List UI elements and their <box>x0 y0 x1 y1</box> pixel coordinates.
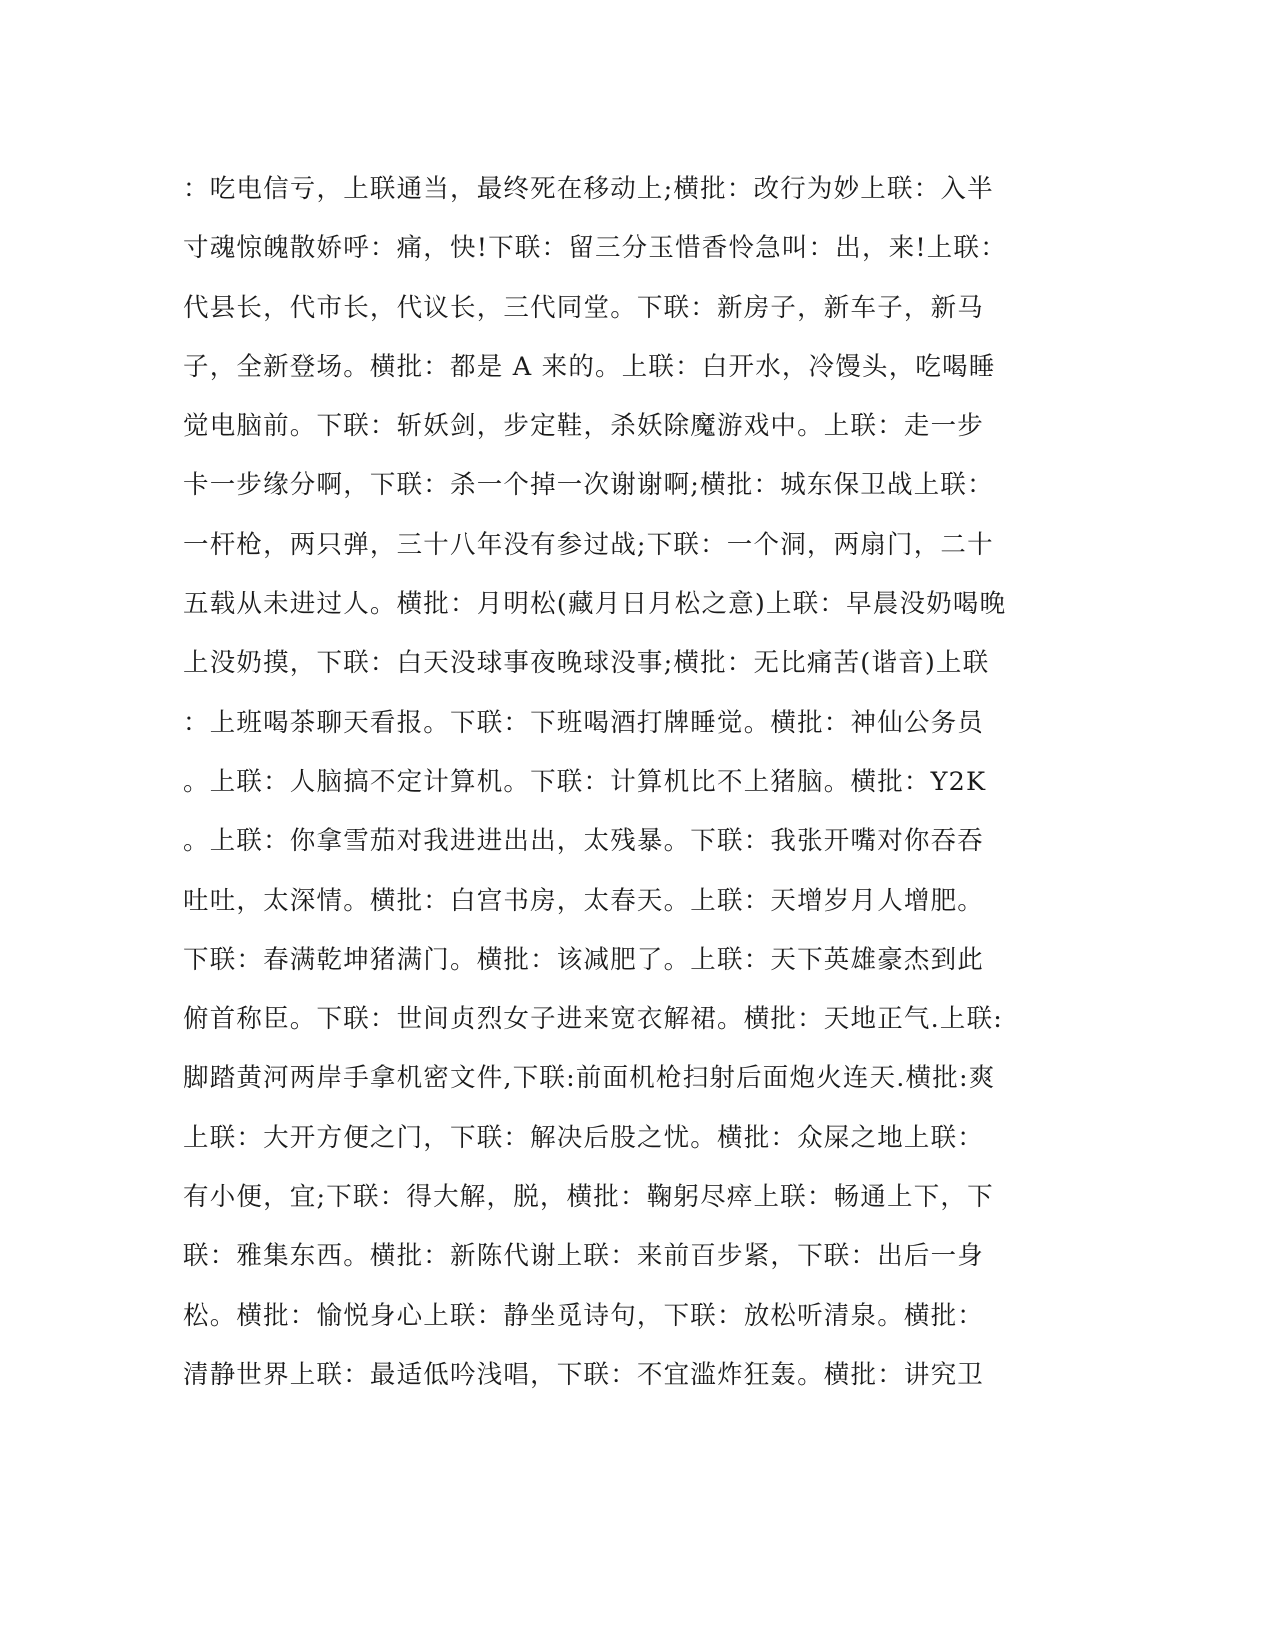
text-line: 有小便，宜;下联：得大解，脱，横批：鞠躬尽瘁上联：畅通上下，下 <box>183 1182 994 1213</box>
text-line: 代县长，代市长，代议长，三代同堂。下联：新房子，新车子，新马 <box>183 292 985 323</box>
text-line: 觉电脑前。下联：斩妖剑，步定鞋，杀妖除魔游戏中。上联：走一步 <box>183 411 985 442</box>
text-line: 吐吐，太深情。横批：白宫书房，太春天。上联：天增岁月人增肥。 <box>183 885 985 916</box>
text-line: 脚踏黄河两岸手拿机密文件,下联:前面机枪扫射后面炮火连天.横批:爽 <box>183 1063 996 1094</box>
text-line: 联：雅集东西。横批：新陈代谢上联：来前百步紧，下联：出后一身 <box>183 1241 985 1272</box>
text-line: 上联：大开方便之门，下联：解决后股之忧。横批：众屎之地上联： <box>183 1122 985 1153</box>
text-line: 子，全新登场。横批：都是 A 来的。上联：白开水，冷馒头，吃喝睡 <box>183 351 996 382</box>
text-line: 上没奶摸，下联：白天没球事夜晚球没事;横批：无比痛苦(谐音)上联 <box>183 648 990 679</box>
text-line: 下联：春满乾坤猪满门。横批：该减肥了。上联：天下英雄豪杰到此 <box>183 944 985 975</box>
text-line: 寸魂惊魄散娇呼：痛，快!下联：留三分玉惜香怜急叫：出，来!上联： <box>183 233 1007 264</box>
body-text <box>183 160 1063 1405</box>
text-line: ：吃电信亏，上联通当，最终死在移动上;横批：改行为妙上联：入半 <box>183 174 994 204</box>
text-line: 松。横批：愉悦身心上联：静坐觅诗句，下联：放松听清泉。横批： <box>183 1300 985 1331</box>
text-line: 。上联：你拿雪茄对我进进出出，太残暴。下联：我张开嘴对你吞吞 <box>183 826 985 857</box>
text-line: 俯首称臣。下联：世间贞烈女子进来宽衣解裙。横批：天地正气.上联: <box>183 1004 1004 1035</box>
text-line: 清静世界上联：最适低吟浅唱，下联：不宜滥炸狂轰。横批：讲究卫 <box>183 1359 985 1390</box>
text-line: 。上联：人脑搞不定计算机。下联：计算机比不上猪脑。横批：Y2K <box>183 766 987 797</box>
text-line: 一杆枪，两只弹，三十八年没有参过战;下联：一个洞，两扇门，二十 <box>183 529 994 560</box>
text-line: ：上班喝茶聊天看报。下联：下班喝酒打牌睡觉。横批：神仙公务员 <box>183 707 985 738</box>
text-line: 五载从未进过人。横批：月明松(藏月日月松之意)上联：早晨没奶喝晚 <box>183 589 1007 620</box>
text-line: 卡一步缘分啊，下联：杀一个掉一次谢谢啊;横批：城东保卫战上联： <box>183 470 994 501</box>
